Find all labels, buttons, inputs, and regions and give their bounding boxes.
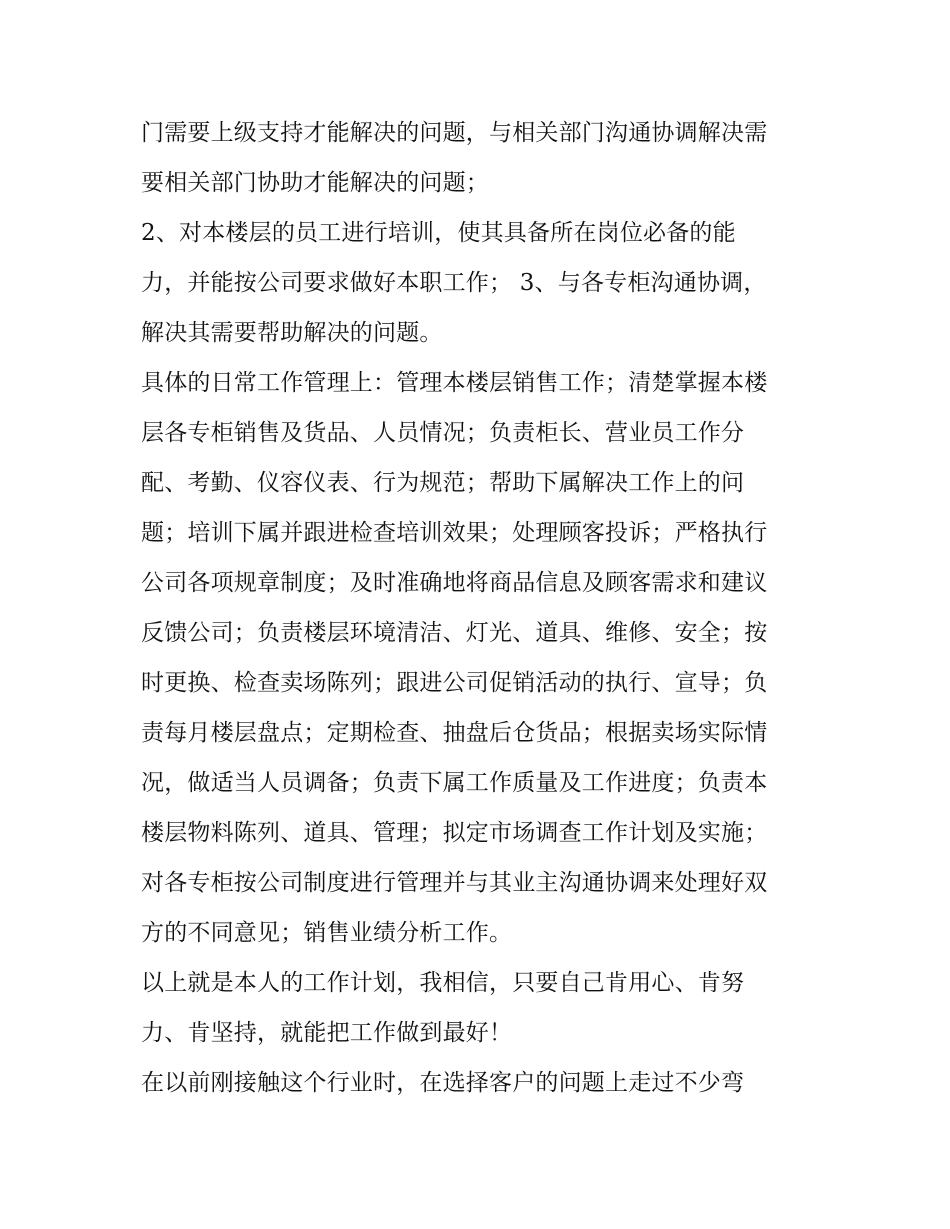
text-line: 解决其需要帮助解决的问题。 [141, 320, 443, 346]
text-line: 具体的日常工作管理上：管理本楼层销售工作；清楚掌握本楼 [141, 370, 768, 396]
text-line: 反馈公司；负责楼层环境清洁、灯光、道具、维修、安全；按 [141, 620, 768, 646]
body-text [141, 108, 831, 1108]
text-line: 责每月楼层盘点；定期检查、抽盘后仓货品；根据卖场实际情 [141, 720, 768, 746]
text-line: 公司各项规章制度；及时准确地将商品信息及顾客需求和建议 [141, 570, 768, 596]
text-line: 力，并能按公司要求做好本职工作； 3、与各专柜沟通协调， [141, 270, 767, 296]
text-line: 题；培训下属并跟进检查培训效果；处理顾客投诉；严格执行 [141, 520, 768, 546]
text-line: 况，做适当人员调备；负责下属工作质量及工作进度；负责本 [141, 770, 768, 796]
text-line: 2、对本楼层的员工进行培训，使其具备所在岗位必备的能 [141, 220, 736, 246]
text-line: 楼层物料陈列、道具、管理；拟定市场调查工作计划及实施； [141, 820, 768, 846]
text-line: 对各专柜按公司制度进行管理并与其业主沟通协调来处理好双 [141, 870, 768, 896]
text-line: 层各专柜销售及货品、人员情况；负责柜长、营业员工作分 [141, 420, 745, 446]
text-line: 在以前刚接触这个行业时，在选择客户的问题上走过不少弯 [141, 1070, 745, 1096]
text-line: 配、考勤、仪容仪表、行为规范；帮助下属解决工作上的问 [141, 470, 745, 496]
text-line: 门需要上级支持才能解决的问题，与相关部门沟通协调解决需 [141, 120, 768, 146]
text-line: 时更换、检查卖场陈列；跟进公司促销活动的执行、宣导；负 [141, 670, 768, 696]
text-line: 方的不同意见；销售业绩分析工作。 [141, 920, 513, 946]
text-line: 力、肯坚持，就能把工作做到最好！ [141, 1020, 513, 1046]
text-line: 要相关部门协助才能解决的问题； [141, 170, 489, 196]
text-line: 以上就是本人的工作计划，我相信，只要自己肯用心、肯努 [141, 970, 745, 996]
